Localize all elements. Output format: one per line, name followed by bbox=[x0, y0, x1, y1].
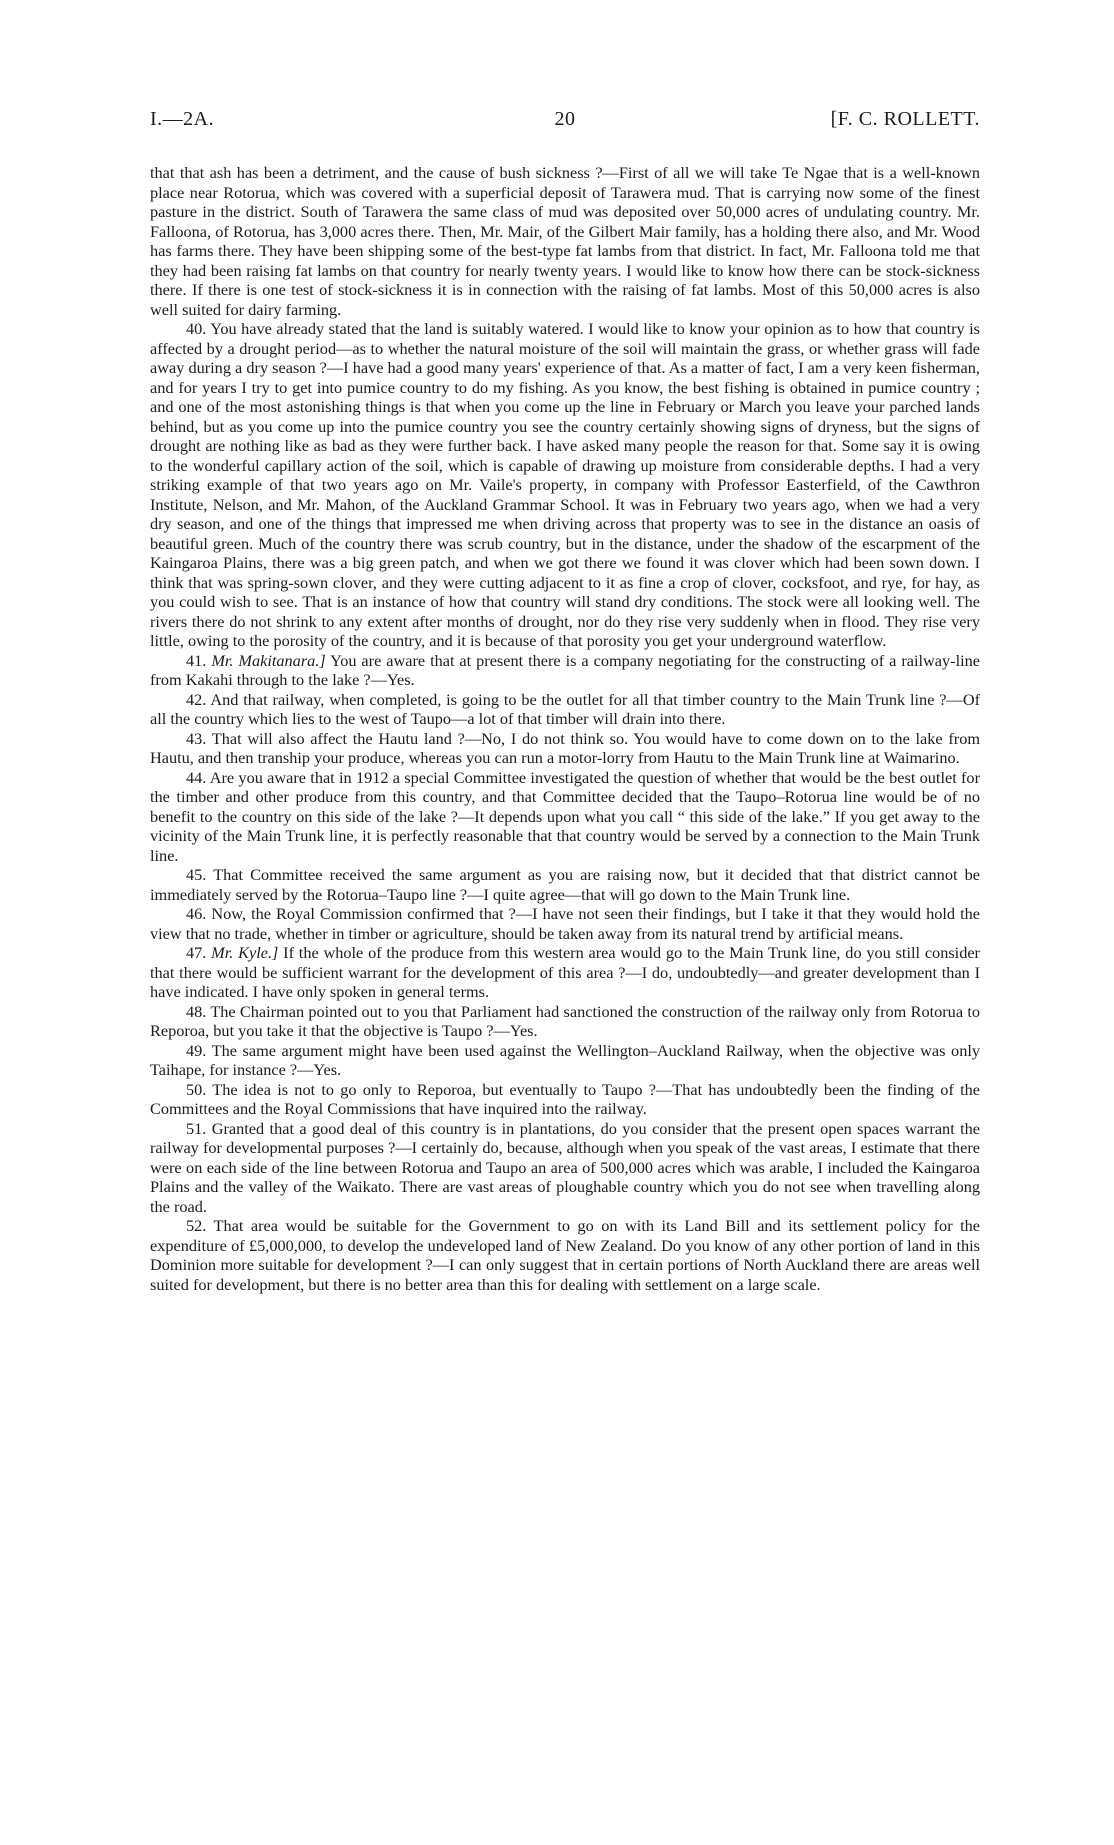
paragraph-continued: that that ash has been a detriment, and the cause of bush sickness ?—First of all we will take Te Ngae that is a well-known place near Rotorua, which was covered with a superficial deposit of Tarawera mud. That is carrying now some of the finest pasture in the district. South of Tarawera the same class of mud was deposited over 50,000 acres of undulating country. Mr. Falloona, of Rotorua, has 3,000 acres there. Then, Mr. Mair, of the Gilbert Mair family, has a holding there also, and Mr. Wood has farms there. They have been shipping some of the best-type fat lambs from that district. In fact, Mr. Falloona told me that they had been raising fat lambs on that country for nearly twenty years. I would like to know how there can be stock-sickness there. If there is one test of stock-sickness it is in connection with the raising of fat lambs. Most of this 50,000 acres is also well suited for dairy farming. bbox=[150, 163, 980, 319]
question-52: 52. That area would be suitable for the Government to go on with its Land Bill and its settlement policy for the expenditure of £5,000,000, to develop the undeveloped land of New Zealand. Do you know of any other portion of land in this Dominion more suitable for development ?—I can only suggest that in certain portions of North Auckland there are areas well suited for development, but there is no better area than this for dealing with settlement on a large scale. bbox=[150, 1216, 980, 1294]
question-40: 40. You have already stated that the land is suitably watered. I would like to know your opinion as to how that country is affected by a drought period—as to whether the natural moisture of the soil will maintain the grass, or whether grass will fade away during a dry season ?—I have had a good many years' experience of that. As a matter of fact, I am a very keen fisherman, and for years I try to get into pumice country to do my fishing. As you know, the best fishing is obtained in pumice country ; and one of the most astonishing things is that when you come up the line in February or March you leave your parched lands behind, but as you come up into the pumice country you see the country certainly showing signs of dryness, but the signs of drought are nothing like as bad as they were further back. I have asked many people the reason for that. Some say it is owing to the wonderful capillary action of the soil, which is capable of drawing up moisture from considerable depths. I had a very striking example of that two years ago on Mr. Vaile's property, in company with Professor Easterfield, of the Cawthron Institute, Nelson, and Mr. Mahon, of the Auckland Grammar School. It was in February two years ago, when we had a very dry season, and one of the things that impressed me when driving across that property was to see in the distance an oasis of beautiful green. Much of the country there was scrub country, but in the distance, under the shadow of the escarpment of the Kaingaroa Plains, there was a big green patch, and when we got there we found it was clover which had been sown down. I think that was spring-sown clover, and they were cutting adjacent to it as fine a crop of clover, cocksfoot, and rye, for hay, as you could wish to see. That is an instance of how that country will stand dry conditions. The stock were all looking well. The rivers there do not shrink to any extent after months of drought, nor do they rise very suddenly when in flood. They rise very little, owing to the porosity of the country, and it is because of that porosity you get your underground waterflow. bbox=[150, 319, 980, 650]
question-49: 49. The same argument might have been used against the Wellington–Auckland Railway, when the objective was only Taihape, for instance ?—Yes. bbox=[150, 1040, 980, 1079]
page-number: 20 bbox=[554, 108, 576, 130]
witness-name: [F. C. ROLLETT. bbox=[830, 108, 980, 130]
page-header bbox=[150, 108, 980, 138]
question-42: 42. And that railway, when completed, is going to be the outlet for all that timber country to the Main Trunk line ?—Of all the country which lies to the west of Taupo—a lot of that timber will drain into there. bbox=[150, 689, 980, 728]
question-48: 48. The Chairman pointed out to you that Parliament had sanctioned the construction of the railway only from Rotorua to Reporoa, but you take it that the objective is Taupo ?—Yes. bbox=[150, 1001, 980, 1040]
question-51: 51. Granted that a good deal of this country is in plantations, do you consider that the present open spaces warrant the railway for developmental purposes ?—I certainly do, because, although when you speak of the vast areas, I estimate that there were on each side of the line between Rotorua and Taupo an area of 500,000 acres which was arable, I included the Kaingaroa Plains and the valley of the Waikato. There are vast areas of ploughable country which you do not see when travelling along the road. bbox=[150, 1118, 980, 1216]
question-46: 46. Now, the Royal Commission confirmed that ?—I have not seen their findings, but I take it that they would hold the view that no trade, whether in timber or agriculture, should be taken away from its natural trend by artificial means. bbox=[150, 904, 980, 943]
question-41 bbox=[150, 651, 980, 690]
question-47 bbox=[150, 943, 980, 1002]
question-number: 47. bbox=[186, 943, 207, 962]
question-50: 50. The idea is not to go only to Reporoa, but eventually to Taupo ?—That has undoubtedly been the finding of the Committees and the Royal Commissions that have inquired into the railway. bbox=[150, 1079, 980, 1118]
speaker-name: Mr. Makitanara.] bbox=[211, 650, 326, 670]
question-text: If the whole of the produce from this western area would go to the Main Trunk line, do you still consider that there would be sufficient warrant for the development of this area ?—I do, undoubtedly—and greater development than I have indicated. I have only spoken in general terms. bbox=[150, 943, 980, 1001]
document-body bbox=[150, 163, 980, 1294]
paper-reference: I.—2A. bbox=[150, 108, 215, 130]
question-44: 44. Are you aware that in 1912 a special Committee investigated the question of whether that would be the best outlet for the timber and other produce from this country, and that Committee decided that the Taupo–Rotorua line would be of no benefit to the country on this side of the lake ?—It depends upon what you call “ this side of the lake.” If you get away to the vicinity of the Main Trunk line, it is perfectly reasonable that that country would be served by a connection to the Main Trunk line. bbox=[150, 767, 980, 865]
question-43: 43. That will also affect the Hautu land ?—No, I do not think so. You would have to come down on to the lake from Hautu, and then tranship your produce, whereas you can run a motor-lorry from Hautu to the Main Trunk line at Waimarino. bbox=[150, 728, 980, 767]
question-number: 41. bbox=[186, 650, 207, 670]
speaker-name: Mr. Kyle.] bbox=[211, 943, 279, 962]
question-45: 45. That Committee received the same argument as you are raising now, but it decided that that district cannot be immediately served by the Rotorua–Taupo line ?—I quite agree—that will go down to the Main Trunk line. bbox=[150, 865, 980, 904]
question-text: You are aware that at present there is a company negotiating for the constructing of a railway-line from Kakahi through to the lake ?—Yes. bbox=[150, 650, 980, 689]
